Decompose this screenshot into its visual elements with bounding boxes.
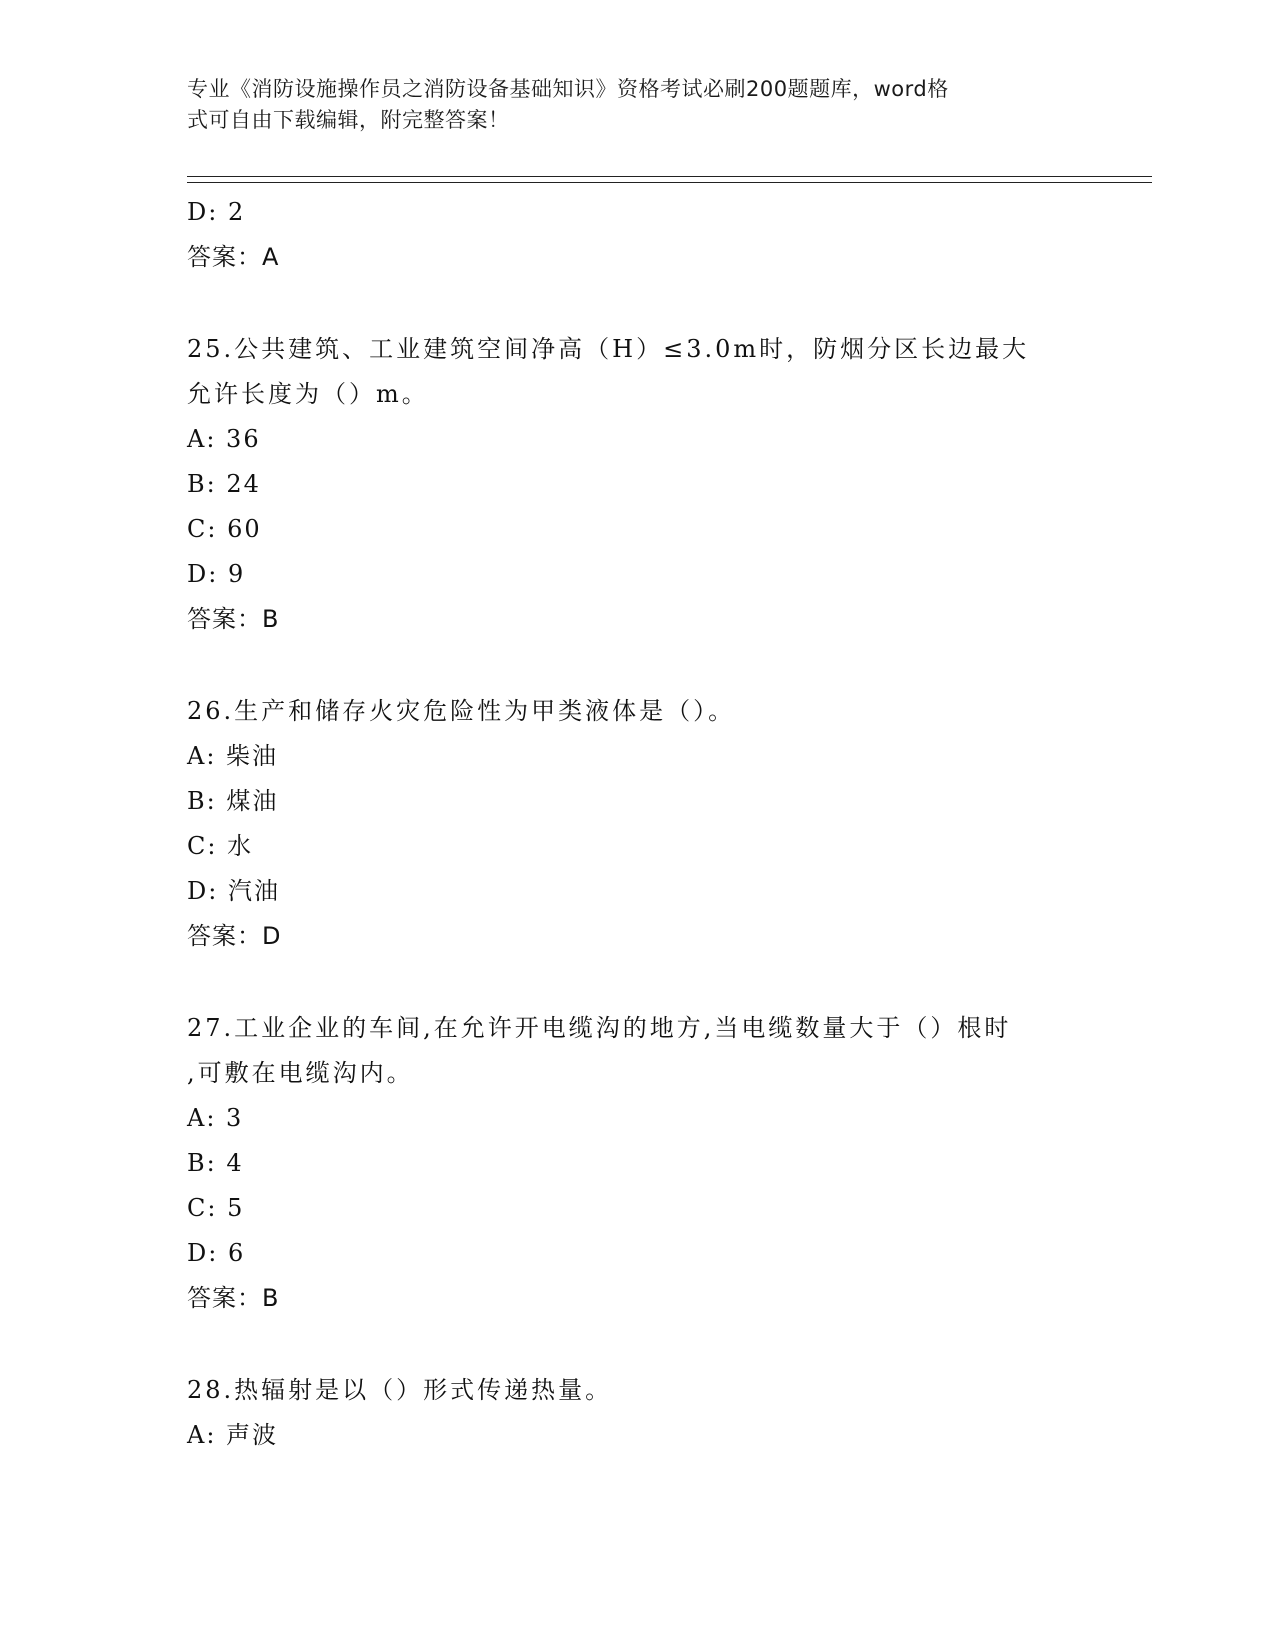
header-line-1: 专业《消防设施操作员之消防设备基础知识》资格考试必刷200题题库，word格: [187, 77, 949, 101]
option-a: A: 36: [187, 425, 261, 453]
answer-prev: 答案：A: [187, 243, 280, 271]
question-28: [187, 1368, 1087, 1458]
question-stem-line: 27.工业企业的车间,在允许开电缆沟的地方,当电缆数量大于（）根时: [187, 1014, 1012, 1042]
answer: 答案：B: [187, 1284, 280, 1312]
question-stem-line: 25.公共建筑、工业建筑空间净高（H）≤3.0m时，防烟分区长边最大: [187, 335, 1030, 363]
spacer: [187, 642, 1087, 689]
answer: 答案：B: [187, 605, 280, 633]
answer: 答案：D: [187, 922, 282, 950]
option-d: D: 9: [187, 560, 246, 588]
question-stem-line: 26.生产和储存火灾危险性为甲类液体是（）。: [187, 697, 736, 725]
question-25: [187, 327, 1087, 642]
question-stem-line: 允许长度为（）m。: [187, 380, 429, 408]
header-divider-top: [187, 176, 1152, 177]
document-header: [187, 74, 1067, 136]
option-b: B: 4: [187, 1149, 244, 1177]
header-divider-bottom: [187, 182, 1152, 183]
option-a: A: 3: [187, 1104, 244, 1132]
option-a: A: 声波: [187, 1421, 279, 1449]
spacer: [187, 280, 1087, 327]
option-d-prev: D: 2: [187, 198, 246, 226]
option-c: C: 5: [187, 1194, 245, 1222]
option-d: D: 汽油: [187, 877, 280, 905]
question-27: [187, 1006, 1087, 1321]
option-a: A: 柴油: [187, 742, 279, 770]
header-line-2: 式可自由下载编辑，附完整答案！: [187, 108, 510, 132]
question-list: [187, 190, 1087, 1458]
option-b: B: 煤油: [187, 787, 279, 815]
question-26: [187, 689, 1087, 959]
option-c: C: 水: [187, 832, 254, 860]
spacer: [187, 1321, 1087, 1368]
option-d: D: 6: [187, 1239, 246, 1267]
option-c: C: 60: [187, 515, 262, 543]
option-b: B: 24: [187, 470, 261, 498]
spacer: [187, 959, 1087, 1006]
question-stem-line: ,可敷在电缆沟内。: [187, 1059, 414, 1087]
question-stem-line: 28.热辐射是以（）形式传递热量。: [187, 1376, 613, 1404]
